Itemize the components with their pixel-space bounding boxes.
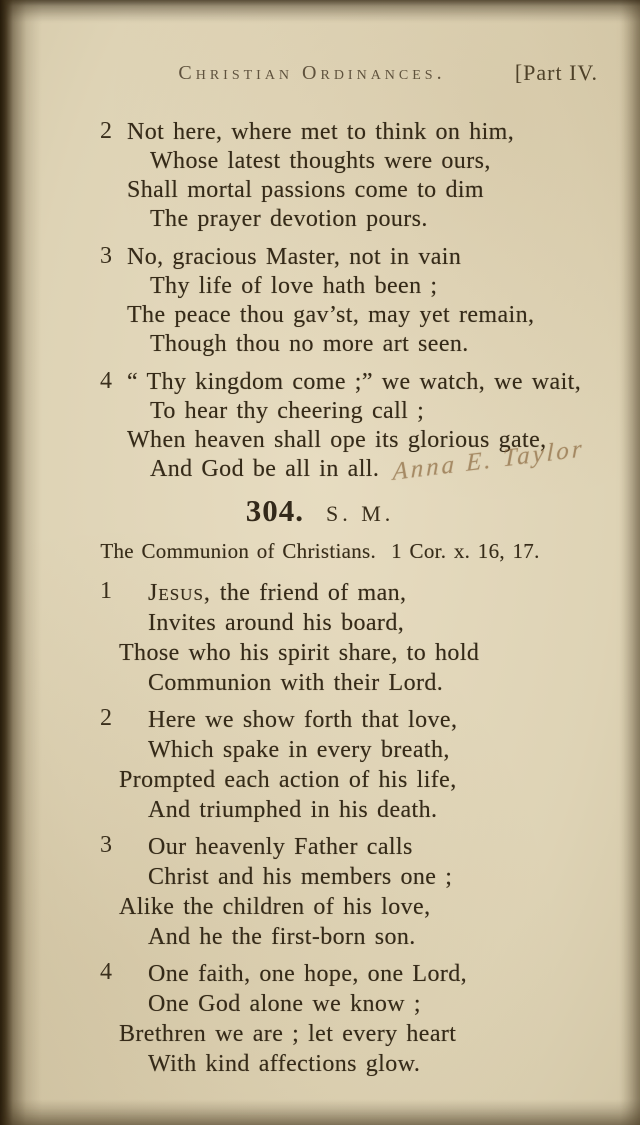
verse-line: Prompted each action of his life, xyxy=(119,767,457,793)
verse xyxy=(100,368,640,484)
verse-line: And he the first-born son. xyxy=(148,924,416,950)
verse-line: Whose latest thoughts were ours, xyxy=(150,148,491,174)
verse xyxy=(100,705,640,825)
verse-line: Communion with their Lord. xyxy=(148,670,444,696)
verse-number: 2 xyxy=(100,705,112,731)
hymn-meter: S. M. xyxy=(325,501,395,526)
verse-number: 2 xyxy=(100,118,112,144)
verse-line: Invites around his board, xyxy=(148,610,405,636)
verse-line: Shall mortal passions come to dim xyxy=(127,177,485,203)
verse-line: One God alone we know ; xyxy=(148,991,421,1017)
page-content xyxy=(0,118,640,1086)
verse-line: Thy life of love hath been ; xyxy=(150,273,438,299)
verse-line: And God be all in all. xyxy=(150,456,380,482)
verse-line: Alike the children of his love, xyxy=(119,894,431,920)
verse xyxy=(100,578,640,698)
verse-line: “ Thy kingdom come ;” we watch, we wait, xyxy=(127,369,582,395)
verse-number: 3 xyxy=(100,832,112,858)
verse-line: With kind affections glow. xyxy=(148,1051,421,1077)
hymn-303-continuation xyxy=(0,118,640,484)
verse-line: One faith, one hope, one Lord, xyxy=(148,961,468,987)
verse xyxy=(100,959,640,1079)
verse-line: The peace thou gav’st, may yet remain, xyxy=(127,302,535,328)
verse-line: To hear thy cheering call ; xyxy=(150,398,425,424)
verse-line: Christ and his members one ; xyxy=(148,864,453,890)
verse-line: And triumphed in his death. xyxy=(148,797,438,823)
verse-line: Not here, where met to think on him, xyxy=(127,119,515,145)
verse-line: The prayer devotion pours. xyxy=(150,206,428,232)
verse xyxy=(100,243,640,359)
verse-number: 3 xyxy=(100,243,112,269)
verse-line: Jesus, the friend of man, xyxy=(148,580,407,606)
handwritten-signature: Anna E. Taylor xyxy=(392,435,585,486)
verse-line: Which spake in every breath, xyxy=(148,737,450,763)
verse-line: Brethren we are ; let every heart xyxy=(119,1021,457,1047)
verse-line: Here we show forth that love, xyxy=(148,707,458,733)
hymn-heading xyxy=(0,493,640,529)
hymn-subtitle: The Communion of Christians. 1 Cor. x. 16, 17. xyxy=(100,539,540,563)
verse-line: No, gracious Master, not in vain xyxy=(127,244,462,270)
verse xyxy=(100,832,640,952)
part-label: [Part IV. xyxy=(514,60,598,85)
page-header xyxy=(0,62,640,92)
verse-number: 4 xyxy=(100,959,112,985)
verse-line: Those who his spirit share, to hold xyxy=(119,640,480,666)
verse-line: Though thou no more art seen. xyxy=(150,331,469,357)
verse-line: Our heavenly Father calls xyxy=(148,834,413,860)
running-title: Christian Ordinances. xyxy=(178,62,446,84)
hymn-number: 304. xyxy=(245,493,304,528)
verse-number: 4 xyxy=(100,368,112,394)
hymn-304-verses xyxy=(0,578,640,1079)
lead-word-smallcaps: Jesus, xyxy=(148,580,211,606)
verse-line: When heaven shall ope its glorious gate, xyxy=(127,427,547,453)
verse-number: 1 xyxy=(100,578,112,604)
verse xyxy=(100,118,640,234)
